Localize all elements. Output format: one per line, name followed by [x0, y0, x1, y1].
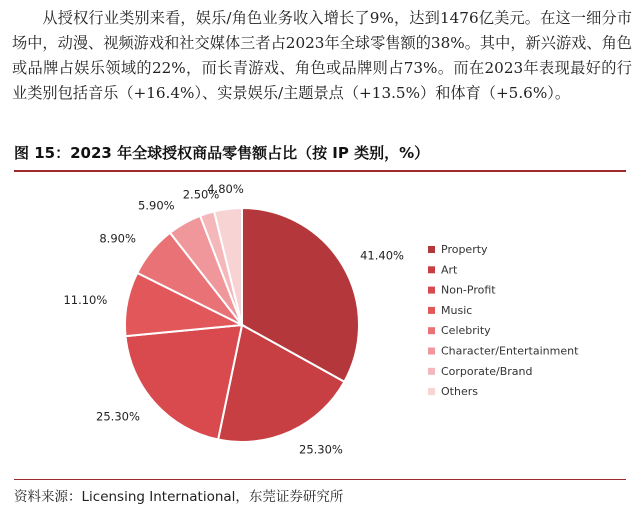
legend-swatch-corporate-brand	[428, 368, 435, 375]
legend-label-character-entertainment: Character/Entertainment	[441, 344, 579, 358]
legend-swatch-others	[428, 388, 435, 395]
legend-label-music: Music	[441, 303, 473, 317]
data-label-music: 11.10%	[63, 293, 108, 307]
pie-slices	[125, 208, 359, 442]
data-label-corporate-brand: 2.50%	[182, 187, 220, 202]
legend-swatch-celebrity	[428, 327, 435, 334]
data-label-character-entertainment: 5.90%	[138, 198, 175, 213]
legend-swatch-art	[428, 266, 435, 273]
legend-swatch-music	[428, 307, 435, 314]
legend-label-others: Others	[441, 385, 478, 399]
data-label-celebrity: 8.90%	[99, 231, 136, 246]
legend-label-art: Art	[441, 263, 458, 277]
legend-label-corporate-brand: Corporate/Brand	[441, 364, 533, 378]
data-label-others: 4.80%	[207, 182, 244, 196]
legend-label-celebrity: Celebrity	[441, 324, 491, 338]
legend-label-property: Property	[441, 243, 488, 256]
data-label-property: 41.40%	[360, 248, 404, 263]
legend-swatch-non-profit	[428, 287, 435, 294]
data-label-non-profit: 25.30%	[96, 409, 140, 424]
pie-chart	[0, 170, 640, 470]
legend-swatch-property	[428, 246, 435, 253]
legend-label-non-profit: Non-Profit	[441, 283, 496, 297]
source-note: 资料来源：Licensing International，东莞证券研究所	[14, 479, 626, 505]
chart-legend	[428, 243, 579, 398]
legend-swatch-character-entertainment	[428, 348, 435, 355]
paragraph-text: 从授权行业类别来看，娱乐/角色业务收入增长了9%，达到1476亿美元。在这一细分市场中，动漫、视频游戏和社交媒体三者占2023年全球零售额的38%。其中，新兴游戏、角色或品牌占娱乐领域的22%，而长青游戏、角色或品牌则占73%。而在2023年表现最好的行业类别包括音乐（+16.4%）、实景娱乐/主题景点（+13.5%）和体育（+5.6%）。	[12, 9, 632, 102]
data-label-art: 25.30%	[299, 442, 343, 457]
figure-title: 图 15：2023 年全球授权商品零售额占比（按 IP 类别，%）	[14, 142, 626, 172]
article-paragraph	[12, 6, 632, 106]
